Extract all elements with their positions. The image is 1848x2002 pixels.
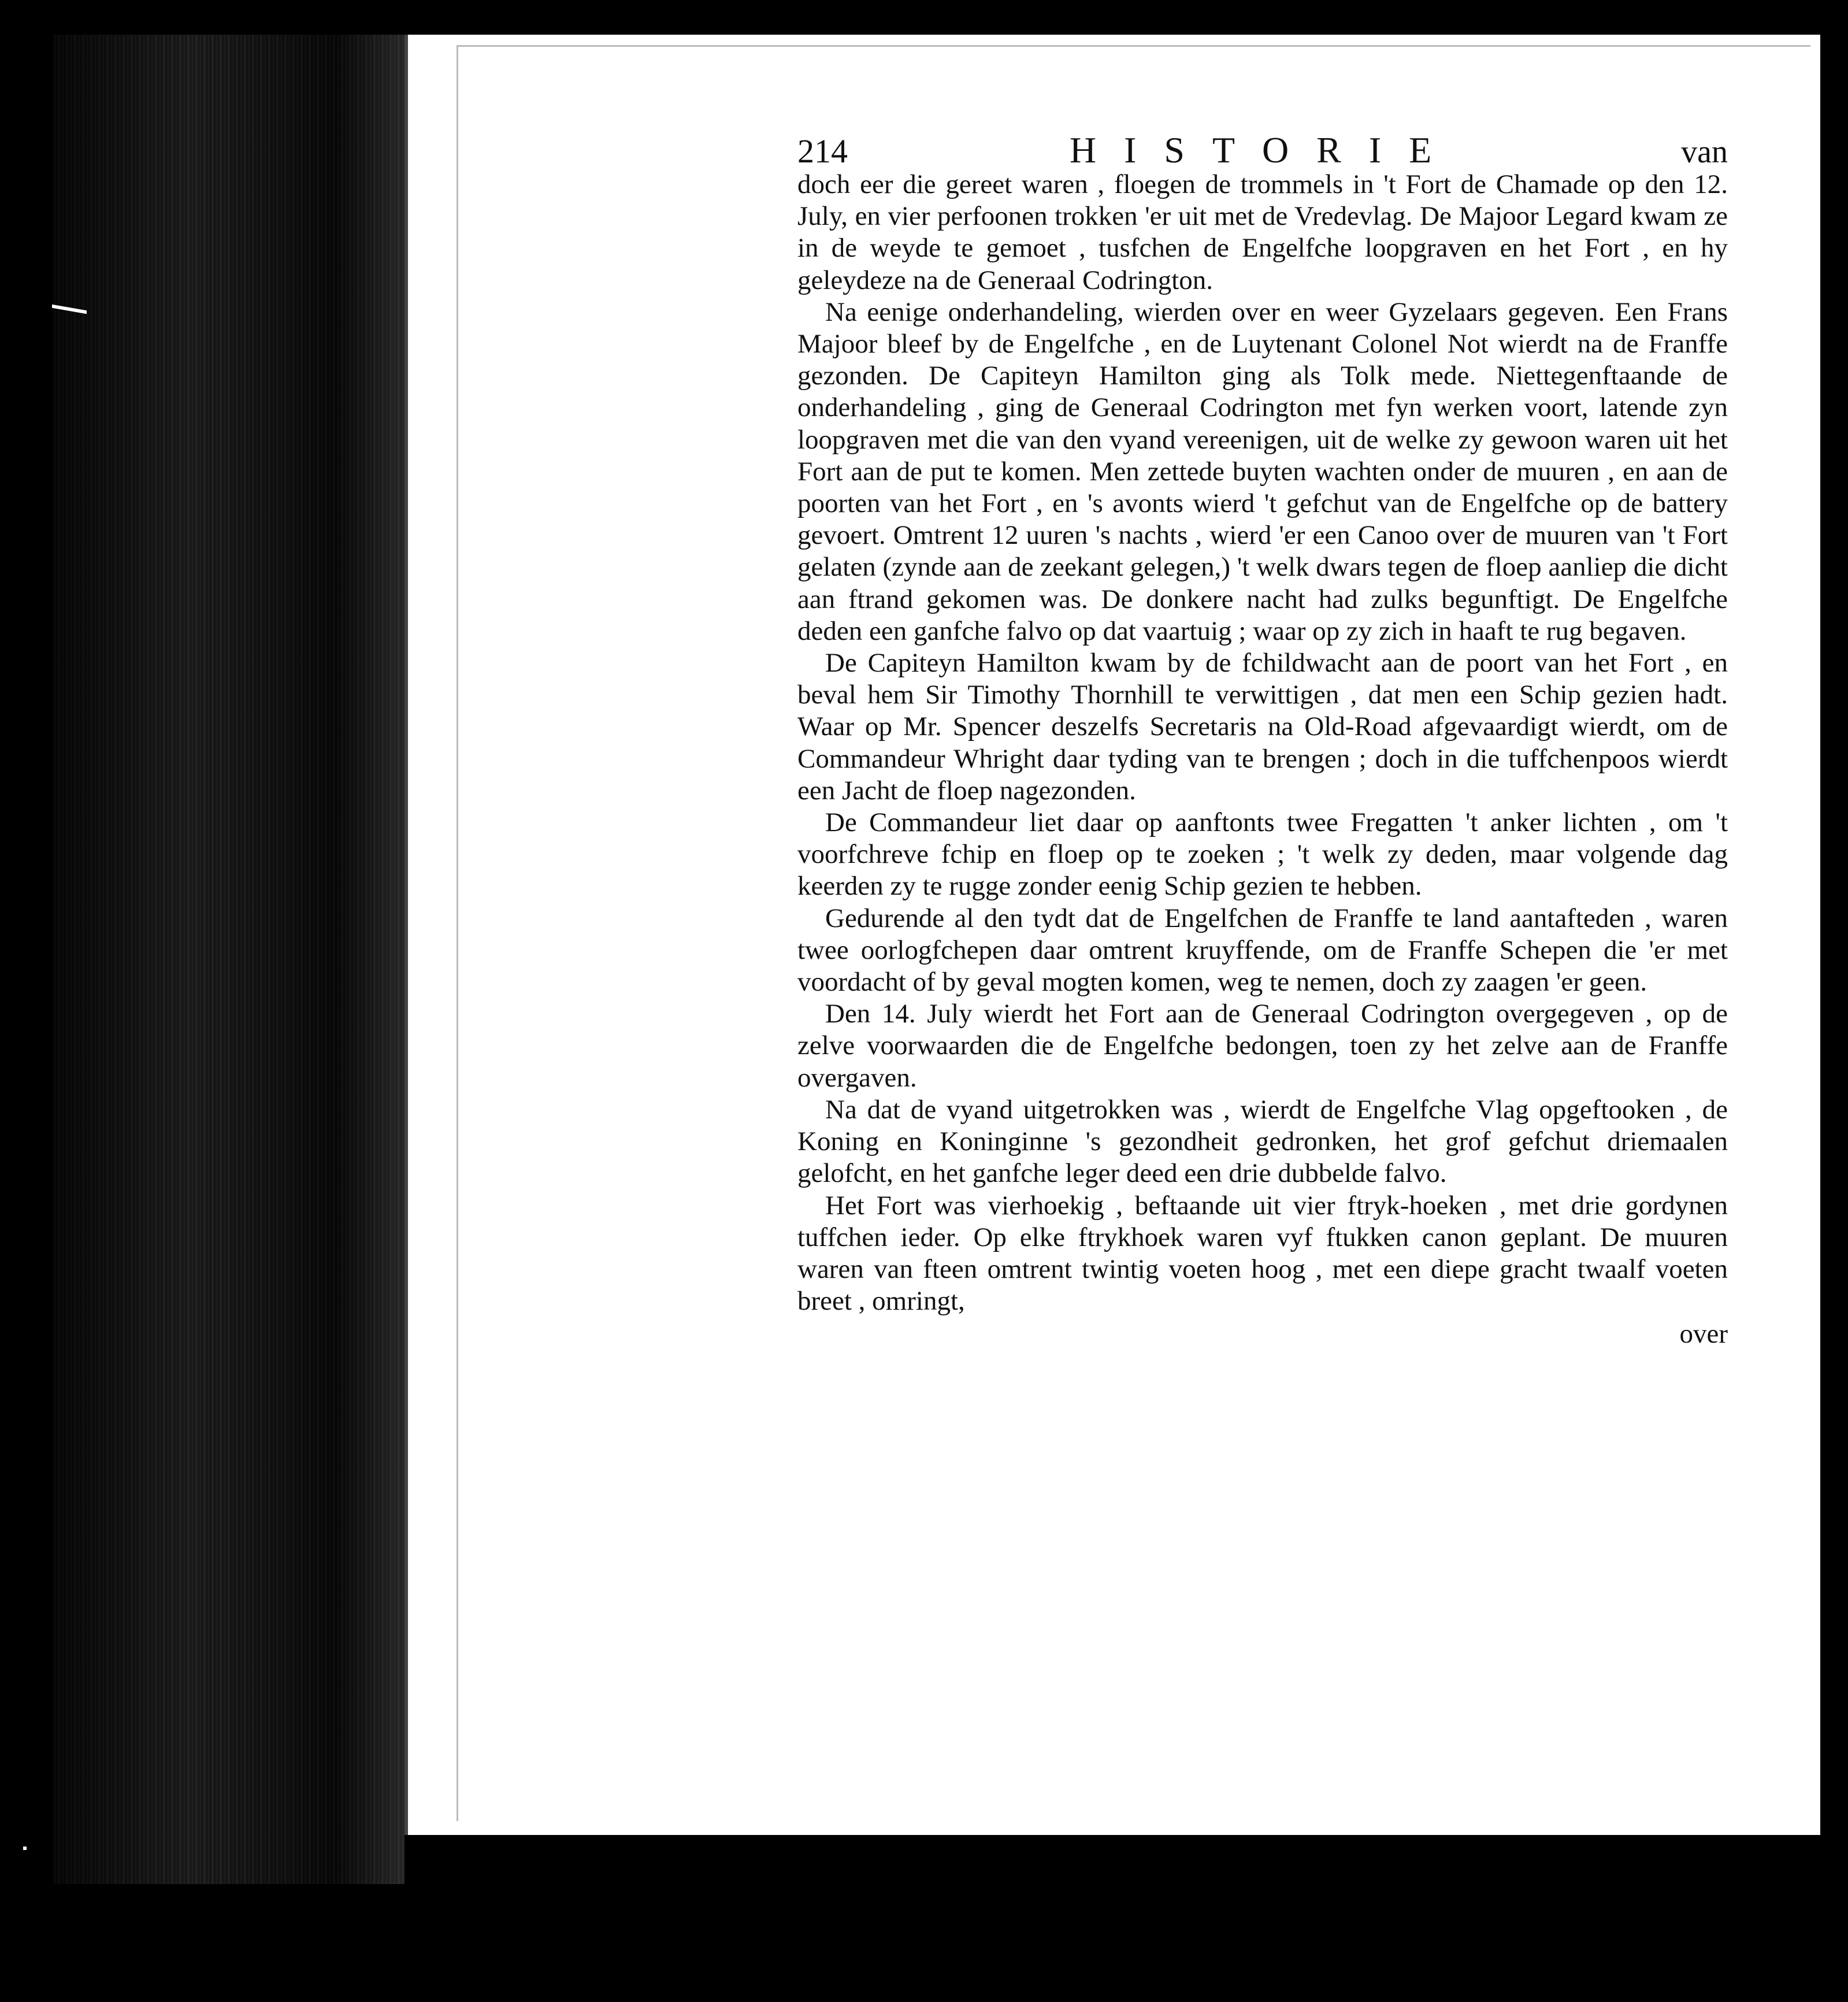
catchword: over: [1679, 1319, 1728, 1350]
paragraph: De Commandeur liet daar op aanftonts twee Fregatten 't anker lichten , om 't voorfchreve fchip en floep op te zoeken ; 't welk zy deden, maar volgende dag keerden zy te rugge zonder eenig Schip gezien te hebben.: [797, 807, 1728, 902]
page-number: 214: [797, 132, 848, 170]
paragraph: doch eer die gereet waren , floegen de trommels in 't Fort de Chamade op den 12. July, en vier perfoonen trokken 'er uit met de Vredevlag. De Majoor Legard kwam ze in de weyde te gemoet , tusfchen de Engelfche loopgraven en het Fort , en hy geleydeze na de Generaal Codrington.: [797, 169, 1728, 295]
paragraph: Den 14. July wierdt het Fort aan de Generaal Codrington overgegeven , op de zelve voorwaarden die de Engelfche bedongen, toen zy het zelve aan de Franffe overgaven.: [797, 999, 1728, 1093]
paragraph: Na eenige onderhandeling, wierden over en weer Gyzelaars gegeven. Een Frans Majoor bleef by de Engelfche , en de Luytenant Colonel Not wierdt na de Franffe gezonden. De Capiteyn Hamilton ging als Tolk mede. Niettegenftaande de onderhandeling , ging de Generaal Codrington met fyn werken voort, latende zyn loopgraven met die van den vyand vereenigen, uit de welke zy gewoon waren uit het Fort aan de put te komen. Men zettede buyten wachten onder de muuren , en aan de poorten van het Fort , en 's avonts wierd 't gefchut van de Engelfche op de battery gevoert. Omtrent 12 uuren 's nachts , wierd 'er een Canoo over de muuren van 't Fort gelaten (zynde aan de zeekant gelegen,) 't welk dwars tegen de floep aanliep die dicht aan ftrand gekomen was. De donkere nacht had zulks begunftigt. De Engelfche deden een ganfche falvo op dat vaartuig ; waar op zy zich in haaft te rug begaven.: [797, 296, 1728, 646]
running-head: [797, 130, 1728, 172]
paragraph: Het Fort was vierhoekig , beftaande uit vier ftryk-hoeken , met drie gordynen tuffchen ieder. Op elke ftrykhoek waren vyf ftukken canon geplant. De muuren waren van fteen omtrent twintig voeten hoog , met een diepe gracht twaalf voeten breet , omringt,: [797, 1190, 1728, 1317]
scan-mark-left-lower: [23, 1847, 27, 1850]
paragraph: Na dat de vyand uitgetrokken was , wierdt de Engelfche Vlag opgeftooken , de Koning en Koninginne 's gezondheit gedronken, het grof gefchut driemaalen gelofcht, en het ganfche leger deed een drie dubbelde falvo.: [797, 1094, 1728, 1189]
paragraph: Gedurende al den tydt dat de Engelfchen de Franffe te land aantafteden , waren twee oorlogfchepen daar omtrent kruyffende, om de Franffe Schepen die 'er met voordacht of by geval mogten komen, weg te nemen, doch zy zaagen 'er geen.: [797, 903, 1728, 998]
book-fore-edge: [53, 35, 406, 1884]
paragraph: De Capiteyn Hamilton kwam by de fchildwacht aan de poort van het Fort , en beval hem Sir Timothy Thornhill te verwittigen , dat men een Schip gezien hadt. Waar op Mr. Spencer deszelfs Secretaris na Old-Road afgevaardigt wierdt, om de Commandeur Whright daar tyding van te brengen ; doch in die tuffchenpoos wierdt een Jacht de floep nagezonden.: [797, 648, 1728, 806]
running-head-right: van: [1681, 134, 1728, 170]
bottom-margin-dark: [405, 1835, 1832, 2002]
running-title: HISTORIE: [1069, 129, 1460, 170]
page-text: [797, 130, 1728, 1350]
right-gutter: [1820, 35, 1832, 1855]
